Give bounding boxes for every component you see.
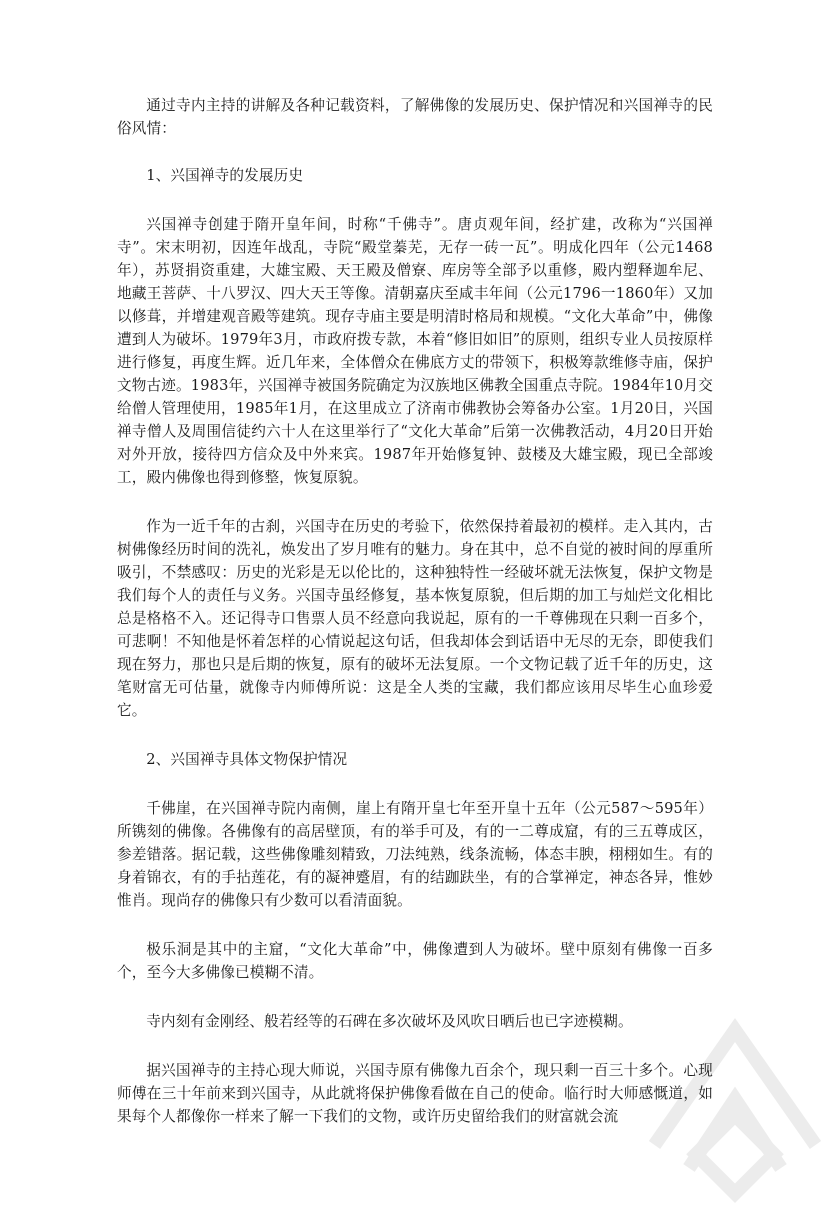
section-1-paragraph-2: 作为一近千年的古刹，兴国寺在历史的考验下，依然保持着最初的模样。走入其内，古树佛像经历时间的洗礼，焕发出了岁月唯有的魅力。身在其中，总不自觉的被时间的厚重所吸引，不禁感叹：历史的光彩是无以伦比的，这种独特性一经破坏就无法恢复，保护文物是我们每个人的责任与义务。兴国寺虽经修复，基本恢复原貌，但后期的加工与灿烂文化相比总是格格不入。还记得寺口售票人员不经意向我说起，原有的一千尊佛现在只剩一百多个，可悲啊！不知他是怀着怎样的心情说起这句话，但我却体会到话语中无尽的无奈，即使我们现在努力，那也只是后期的恢复，原有的破坏无法复原。一个文物记载了近千年的历史，这笔财富无可估量，就像寺内师傅所说：这是全人类的宝藏，我们都应该用尽毕生心血珍爱它。: [117, 518, 713, 719]
section-1-paragraph-1: 兴国禅寺创建于隋开皇年间，时称“千佛寺”。唐贞观年间，经扩建，改称为“兴国禅寺”。宋末明初，因连年战乱，寺院“殿堂蓁芜，无存一砖一瓦”。明成化四年（公元1468年），苏贤捐资重建，大雄宝殿、天王殿及僧寮、库房等全部予以重修，殿内塑释迦牟尼、地藏王菩萨、十八罗汉、四大天王等像。清朝嘉庆至咸丰年间（公元1796一1860年）又加以修葺，并增建观音殿等建筑。现存寺庙主要是明清时格局和规模。“文化大革命”中，佛像遭到人为破坏。1979年3月，市政府拨专款，本着“修旧如旧”的原则，组织专业人员按原样进行修复，再度生辉。近几年来，全体僧众在佛底方丈的带领下，积极筹款维修寺庙，保护文物古迹。1983年，兴国禅寺被国务院确定为汉族地区佛教全国重点寺院。1984年10月交给僧人管理使用，1985年1月，在这里成立了济南市佛教协会筹备办公室。1月20日，兴国禅寺僧人及周围信徒约六十人在这里举行了“文化大革命”后第一次佛教活动，4月20日开始对外开放，接待四方信众及中外来宾。1987年开始修复钟、鼓楼及大雄宝殿，现已全部竣工，殿内佛像也得到修整，恢复原貌。: [117, 216, 713, 486]
section-2-paragraph-1: 千佛崖，在兴国禅寺院内南侧，崖上有隋开皇七年至开皇十五年（公元587～595年）所镌刻的佛像。各佛像有的高居壁顶，有的举手可及，有的一二尊成窟，有的三五尊成区，参差错落。据记载，这些佛像雕刻精致，刀法纯熟，线条流畅，体态丰腴，栩栩如生。有的身着锦衣，有的手拈莲花，有的凝神蹙眉，有的结跏趺坐，有的合掌禅定，神态各异，惟妙惟肖。现尚存的佛像只有少数可以看清面貌。: [117, 800, 713, 909]
section-2-paragraph-2: 极乐洞是其中的主窟，“文化大革命”中，佛像遭到人为破坏。壁中原刻有佛像一百多个，至今大多佛像已模糊不清。: [117, 941, 713, 981]
section-2-heading: 2、兴国禅寺具体文物保护情况: [146, 751, 348, 768]
document-body: [117, 94, 713, 1154]
section-2-paragraph-4: 据兴国禅寺的主持心现大师说，兴国寺原有佛像九百余个，现只剩一百三十多个。心现师傅在三十年前来到兴国寺，从此就将保护佛像看做在自己的使命。临行时大师感慨道，如果每个人都像你一样来了解一下我们的文物，或许历史留给我们的财富就会流: [117, 1062, 713, 1125]
intro-paragraph: 通过寺内主持的讲解及各种记载资料，了解佛像的发展历史、保护情况和兴国禅寺的民俗风情：: [117, 97, 713, 137]
section-2-paragraph-3: 寺内刻有金刚经、般若经等的石碑在多次破坏及风吹日晒后也已字迹模糊。: [146, 1013, 633, 1030]
section-1-heading: 1、兴国禅寺的发展历史: [146, 167, 304, 184]
